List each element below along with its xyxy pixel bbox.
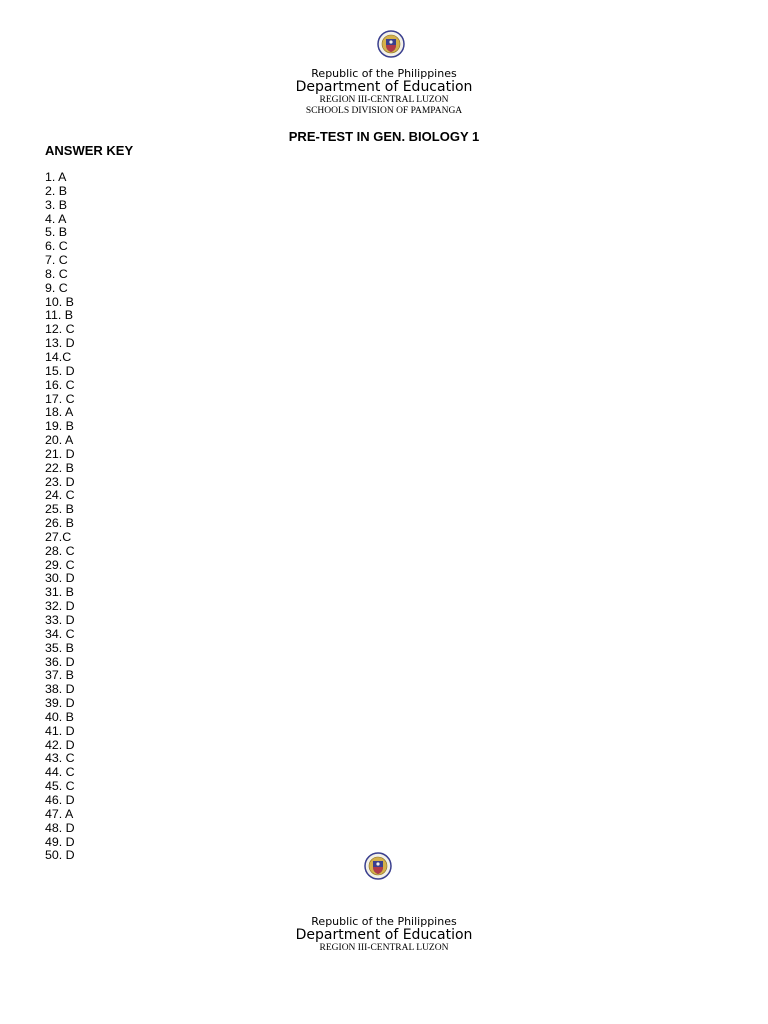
department-line-2: Department of Education bbox=[295, 927, 473, 943]
answer-list bbox=[45, 171, 75, 863]
answer-item: 31. B bbox=[45, 585, 74, 600]
answer-item: 33. D bbox=[45, 613, 75, 627]
republic-line: Republic of the Philippines bbox=[311, 67, 457, 80]
answer-item: 20. A bbox=[45, 433, 74, 448]
answer-item: 26. B bbox=[45, 516, 74, 531]
answer-item: 35. B bbox=[45, 640, 74, 655]
division-line: SCHOOLS DIVISION OF PAMPANGA bbox=[305, 106, 463, 116]
answer-item: 27.C bbox=[45, 529, 72, 544]
answer-item: 11. B bbox=[45, 308, 74, 323]
answer-item: 38. D bbox=[45, 682, 75, 697]
answer-item: 41. D bbox=[45, 723, 75, 738]
answer-item: 30. D bbox=[45, 571, 75, 586]
answer-item: 4. A bbox=[45, 211, 67, 226]
answer-item: 46. D bbox=[45, 792, 75, 807]
answer-item: 7. C bbox=[45, 253, 68, 268]
answer-item: 45. C bbox=[45, 779, 75, 794]
republic-line-2: Republic of the Philippines bbox=[311, 915, 457, 928]
answer-item: 34. C bbox=[45, 626, 75, 641]
answer-item: 29. C bbox=[45, 557, 75, 572]
answer-item: 39. D bbox=[45, 696, 75, 711]
answer-item: 42. D bbox=[45, 737, 75, 752]
answer-item: 47. A bbox=[45, 806, 74, 821]
region-line: REGION III-CENTRAL LUZON bbox=[319, 95, 449, 105]
answer-item: 8. C bbox=[45, 266, 68, 281]
answer-item: 40. B bbox=[45, 709, 74, 724]
answer-item: 5. B bbox=[45, 225, 68, 240]
answer-item: 48. D bbox=[45, 820, 75, 835]
answer-item: 13. D bbox=[45, 336, 75, 351]
answer-item: 43. C bbox=[45, 751, 75, 766]
answer-item: 25. B bbox=[45, 502, 74, 517]
deped-seal-icon bbox=[377, 30, 405, 58]
answer-item: 36. D bbox=[45, 654, 75, 669]
answer-item: 17. C bbox=[45, 391, 75, 406]
document-title: PRE-TEST IN GEN. BIOLOGY 1 bbox=[288, 129, 480, 144]
answer-item: 6. C bbox=[45, 239, 68, 254]
answer-item: 28. C bbox=[45, 543, 75, 558]
answer-key-label: ANSWER KEY bbox=[45, 143, 134, 158]
answer-item: 49. D bbox=[45, 834, 75, 849]
department-line: Department of Education bbox=[295, 79, 473, 95]
answer-item: 14.C bbox=[45, 349, 72, 364]
region-line-2: REGION III-CENTRAL LUZON bbox=[319, 943, 449, 953]
answer-item: 2. B bbox=[45, 183, 68, 198]
answer-item: 23. D bbox=[45, 474, 75, 489]
answer-item: 44. C bbox=[45, 765, 75, 780]
answer-item: 24. C bbox=[45, 488, 75, 503]
answer-item: 21. D bbox=[45, 446, 75, 461]
answer-item: 10. B bbox=[45, 294, 74, 309]
answer-item: 1. A bbox=[45, 170, 67, 184]
answer-item: 19. B bbox=[45, 419, 74, 434]
answer-item: 12. C bbox=[45, 322, 75, 337]
answer-item: 3. B bbox=[45, 197, 68, 212]
answer-item: 32. D bbox=[45, 599, 75, 614]
answer-item: 15. D bbox=[45, 363, 75, 378]
answer-item: 9. C bbox=[45, 280, 68, 295]
answer-item: 16. C bbox=[45, 377, 75, 392]
deped-seal-icon bbox=[364, 852, 392, 880]
answer-item: 50. D bbox=[45, 848, 75, 863]
answer-item: 18. A bbox=[45, 405, 74, 420]
answer-item: 22. B bbox=[45, 460, 74, 475]
answer-item: 37. B bbox=[45, 668, 74, 683]
